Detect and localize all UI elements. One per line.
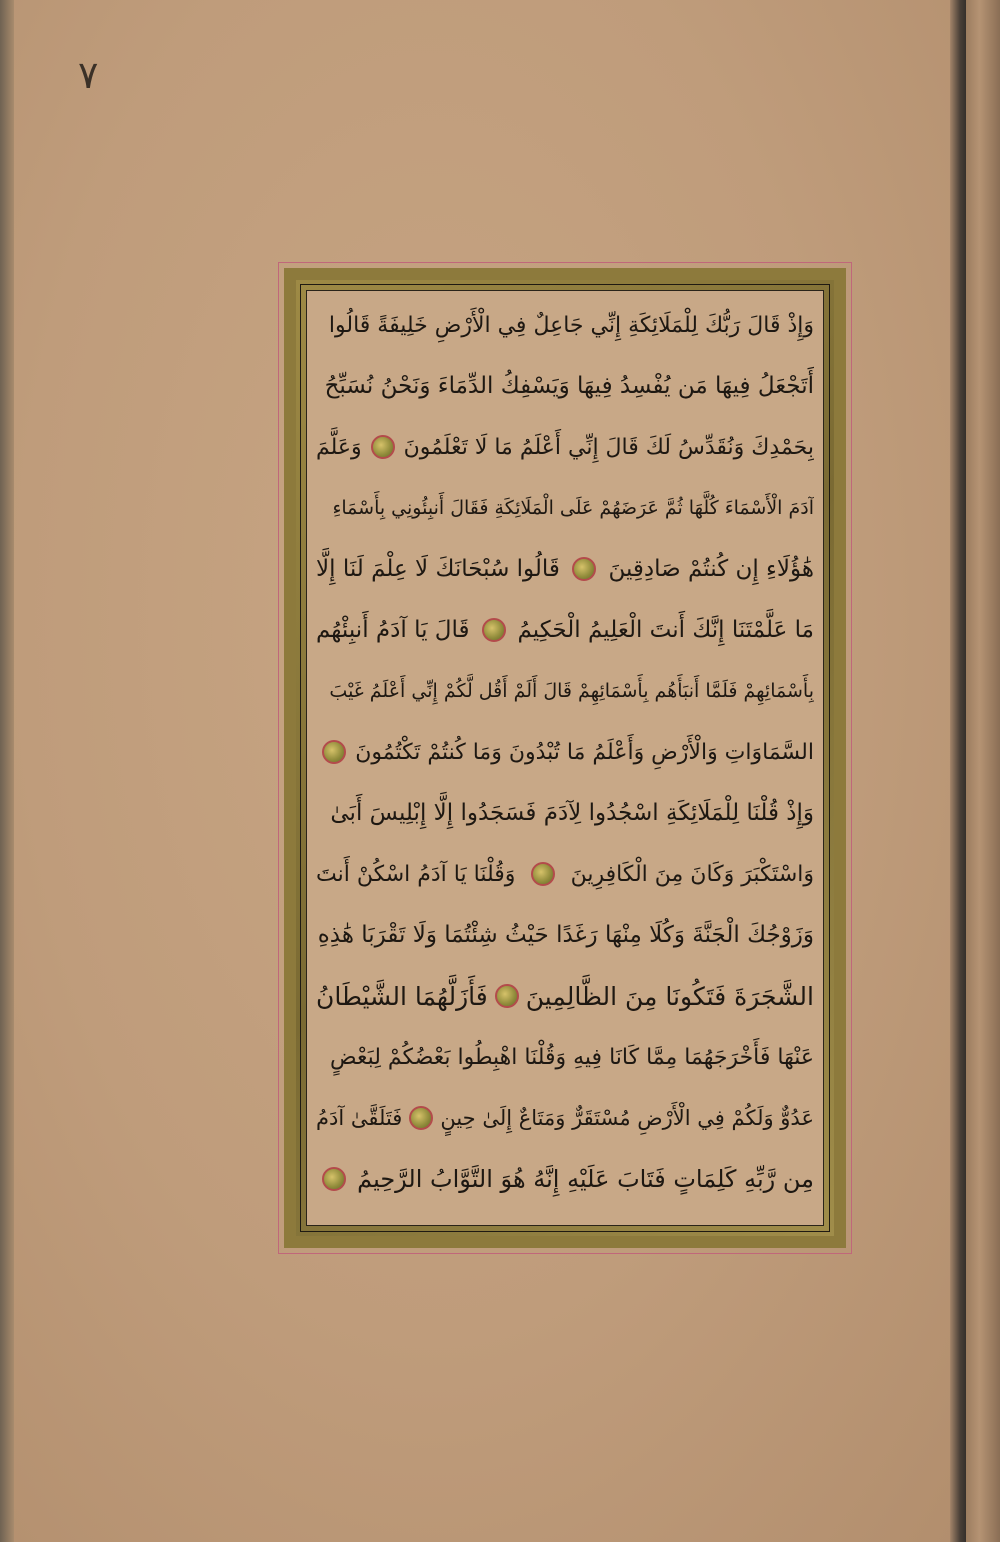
page-left-edge: [0, 0, 14, 1542]
text-line: [316, 906, 814, 964]
ayah-marker-icon: [572, 557, 596, 581]
text-segment: عَدُوٌّ وَلَكُمْ فِي الْأَرْضِ مُسْتَقَرٌّ وَمَتَاعٌ إِلَىٰ حِينٍ: [440, 1106, 814, 1130]
text-segment: فَتَلَقَّىٰ آدَمُ: [316, 1106, 403, 1130]
text-line: [316, 784, 814, 842]
text-segment: وَقُلْنَا يَا آدَمُ اسْكُنْ أَنتَ: [316, 861, 516, 887]
text-line: [316, 357, 814, 415]
text-line: [316, 1150, 814, 1208]
text-line: [316, 296, 814, 354]
ayah-marker-icon: [409, 1106, 433, 1130]
ayah-marker-icon: [371, 435, 395, 459]
ayah-marker-icon: [322, 1167, 346, 1191]
facing-page-edge: [966, 0, 1000, 1542]
text-line: [316, 967, 814, 1025]
text-line: [316, 845, 814, 903]
text-segment: أَتَجْعَلُ فِيهَا مَن يُفْسِدُ فِيهَا وَيَسْفِكُ الدِّمَاءَ وَنَحْنُ نُسَبِّحُ: [324, 373, 814, 399]
text-line: [316, 540, 814, 598]
ayah-marker-icon: [531, 862, 555, 886]
text-segment: مَا عَلَّمْتَنَا إِنَّكَ أَنتَ الْعَلِيمُ الْحَكِيمُ: [517, 617, 814, 643]
ayah-marker-icon: [322, 740, 346, 764]
text-line: [316, 418, 814, 476]
text-segment: الشَّجَرَةَ فَتَكُونَا مِنَ الظَّالِمِينَ: [525, 981, 814, 1011]
text-segment: فَأَزَلَّهُمَا الشَّيْطَانُ: [316, 981, 488, 1011]
text-segment: مِن رَّبِّهِ كَلِمَاتٍ فَتَابَ عَلَيْهِ إِنَّهُ هُوَ التَّوَّابُ الرَّحِيمُ: [357, 1165, 814, 1193]
text-segment: وَاسْتَكْبَرَ وَكَانَ مِنَ الْكَافِرِينَ: [570, 861, 814, 887]
arabic-text-block: [316, 296, 814, 1220]
ayah-marker-icon: [495, 984, 519, 1008]
text-line: [316, 723, 814, 781]
text-segment: وَإِذْ قُلْنَا لِلْمَلَائِكَةِ اسْجُدُوا لِآدَمَ فَسَجَدُوا إِلَّا إِبْلِيسَ أَبَىٰ: [330, 800, 814, 826]
text-segment: بِحَمْدِكَ وَنُقَدِّسُ لَكَ قَالَ إِنِّي أَعْلَمُ مَا لَا تَعْلَمُونَ: [403, 434, 814, 460]
text-line: [316, 662, 814, 720]
text-segment: وَإِذْ قَالَ رَبُّكَ لِلْمَلَائِكَةِ إِنِّي جَاعِلٌ فِي الْأَرْضِ خَلِيفَةً قَالُوا: [328, 312, 814, 338]
text-line: [316, 601, 814, 659]
text-line: [316, 479, 814, 537]
ayah-marker-icon: [482, 618, 506, 642]
text-segment: السَّمَاوَاتِ وَالْأَرْضِ وَأَعْلَمُ مَا تُبْدُونَ وَمَا كُنتُمْ تَكْتُمُونَ: [355, 739, 814, 765]
text-segment: هَٰؤُلَاءِ إِن كُنتُمْ صَادِقِينَ: [608, 556, 814, 582]
text-segment: وَزَوْجُكَ الْجَنَّةَ وَكُلَا مِنْهَا رَغَدًا حَيْثُ شِئْتُمَا وَلَا تَقْرَبَا هَٰذِهِ: [317, 922, 814, 948]
text-segment: وَعَلَّمَ: [316, 434, 362, 460]
text-segment: آدَمَ الْأَسْمَاءَ كُلَّهَا ثُمَّ عَرَضَهُمْ عَلَى الْمَلَائِكَةِ فَقَالَ أَنبِئُونِي بِأَسْمَاءِ: [332, 497, 814, 519]
text-segment: عَنْهَا فَأَخْرَجَهُمَا مِمَّا كَانَا فِيهِ وَقُلْنَا اهْبِطُوا بَعْضُكُمْ لِبَعْضٍ: [330, 1044, 814, 1070]
text-line: [316, 1028, 814, 1086]
text-segment: قَالَ يَا آدَمُ أَنبِئْهُم: [316, 617, 470, 643]
page-number: ٧: [78, 53, 99, 97]
text-segment: بِأَسْمَائِهِمْ فَلَمَّا أَنبَأَهُم بِأَسْمَائِهِمْ قَالَ أَلَمْ أَقُل لَّكُمْ إِنِّي أَعْلَمُ غَيْبَ: [329, 680, 814, 702]
text-line: [316, 1089, 814, 1147]
text-segment: قَالُوا سُبْحَانَكَ لَا عِلْمَ لَنَا إِلَّا: [316, 556, 560, 582]
